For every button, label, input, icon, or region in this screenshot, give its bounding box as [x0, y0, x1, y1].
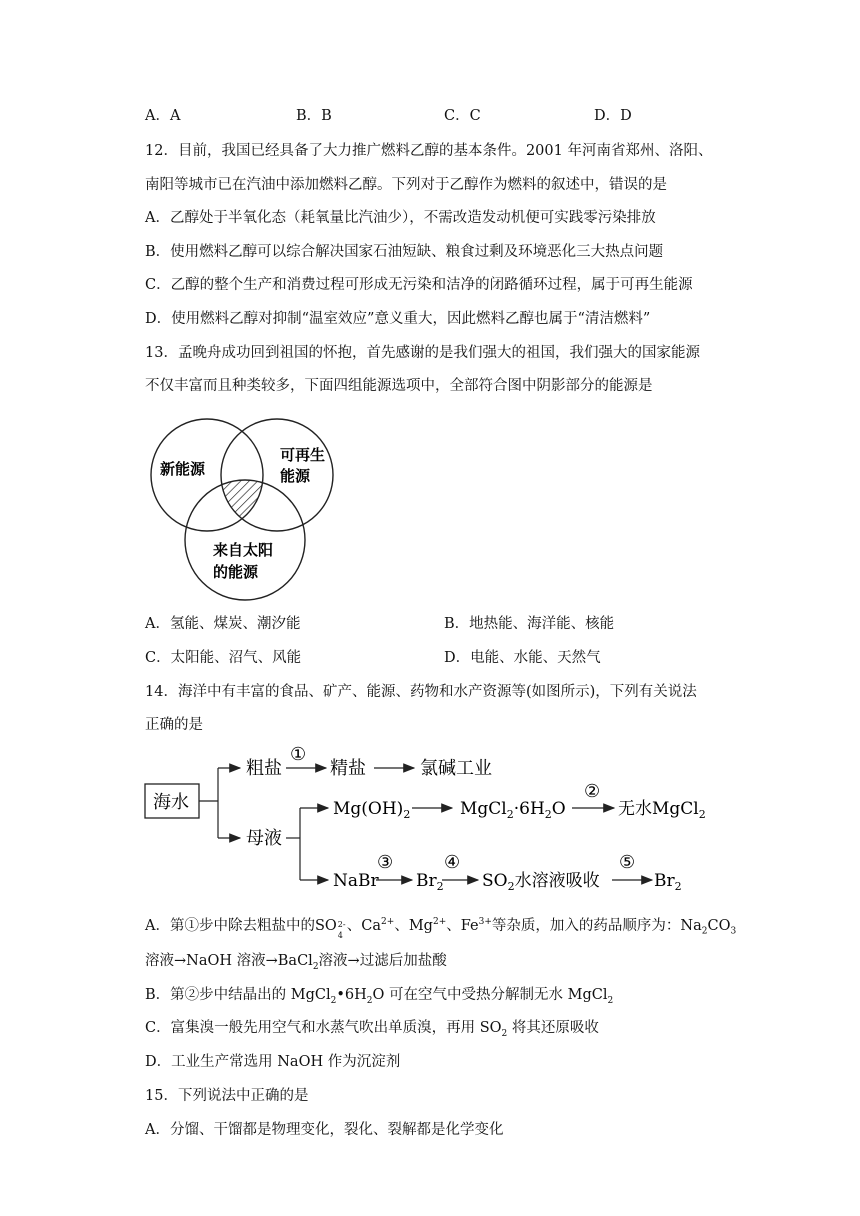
step-1-marker: ①	[290, 744, 307, 765]
q13-option-b: B．地热能、海洋能、核能	[444, 616, 615, 632]
mgoh2-label: $Mg(OH)_2$	[333, 799, 411, 821]
q14-stem-line2: 正确的是	[145, 717, 203, 733]
refined-salt-label: 精盐	[330, 758, 366, 779]
chlor-alkali-label: 氯碱工业	[420, 758, 492, 779]
venn-diagram	[145, 415, 350, 605]
mgcl2-hydrate-label: $MgCl_2\cdot 6H_2O$	[460, 799, 566, 821]
mother-liquor-label: 母液	[246, 828, 282, 849]
q11-option-b: B．B	[296, 108, 332, 124]
step-2-marker: ②	[584, 781, 601, 802]
step-4-marker: ④	[444, 852, 461, 873]
q12-option-c: C．乙醇的整个生产和消费过程可形成无污染和洁净的闭路循环过程，属于可再生能源	[145, 277, 693, 293]
q12-option-b: B．使用燃料乙醇可以综合解决国家石油短缺、粮食过剩及环境恶化三大热点问题	[145, 244, 664, 260]
venn-circle-renewable	[221, 419, 333, 531]
q14-option-c: C．富集溴一般先用空气和水蒸气吹出单质溴，再用 $SO_2$ 将其还原吸收	[145, 1020, 599, 1039]
q12-stem-line1: 12．目前，我国已经具备了大力推广燃料乙醇的基本条件。2001 年河南省郑州、洛阳、	[145, 143, 713, 159]
q11-option-c: C．C	[444, 108, 481, 124]
br2-final-label: $Br_2$	[654, 871, 682, 893]
br2-label: $Br_2$	[416, 871, 444, 893]
step-5-marker: ⑤	[619, 852, 636, 873]
q14-option-a-line2: 溶液→NaOH 溶液→BaCl$_2$溶液→过滤后加盐酸	[145, 953, 447, 972]
q14-stem-line1: 14．海洋中有丰富的食品、矿产、能源、药物和水产资源等(如图所示)，下列有关说法	[145, 684, 697, 700]
q14-option-d: D．工业生产常选用 NaOH 作为沉淀剂	[145, 1054, 401, 1070]
seawater-flow-diagram	[140, 740, 720, 895]
anhydrous-mgcl2-label: 无水MgCl$_2$	[618, 799, 706, 821]
q13-option-a: A．氢能、煤炭、潮汐能	[145, 616, 301, 632]
q15-option-a: A．分馏、干馏都是物理变化，裂化、裂解都是化学变化	[145, 1122, 504, 1138]
q13-option-d: D．电能、水能、天然气	[444, 650, 601, 666]
q12-stem-line2: 南阳等城市已在汽油中添加燃料乙醇。下列对于乙醇作为燃料的叙述中，错误的是	[145, 177, 667, 193]
q13-option-c: C．太阳能、沼气、风能	[145, 650, 302, 666]
q14-option-a-line1: A．第①步中除去粗盐中的SO 2- 4 、$Ca^{2+}$、$Mg^{2+}$、$Fe^{3+}$等杂质，加入的药品顺序为：$Na_2CO_3$	[145, 917, 737, 940]
q12-option-a: A．乙醇处于半氧化态（耗氧量比汽油少），不需改造发动机便可实践零污染排放	[145, 210, 656, 226]
q14-option-b: B．第②步中结晶出的 $MgCl_2•6H_2O$ 可在空气中受热分解制无水 MgCl$_2$	[145, 987, 614, 1006]
q13-stem-line2: 不仅丰富而且种类较多，下面四组能源选项中，全部符合图中阴影部分的能源是	[145, 378, 653, 394]
venn-label-solar-1: 来自太阳	[213, 541, 274, 559]
venn-label-renewable-1: 可再生	[280, 446, 326, 464]
q12-option-d: D．使用燃料乙醇对抑制“温室效应”意义重大，因此燃料乙醇也属于“清洁燃料”	[145, 311, 651, 327]
so2-absorb-label: $SO_2$水溶液吸收	[482, 871, 600, 893]
crude-salt-label: 粗盐	[246, 758, 282, 779]
venn-label-renewable-2: 能源	[280, 467, 311, 485]
venn-label-new-energy: 新能源	[160, 460, 206, 478]
step-3-marker: ③	[377, 852, 394, 873]
q15-stem: 15．下列说法中正确的是	[145, 1088, 309, 1104]
seawater-label: 海水	[153, 792, 189, 813]
nabr-label: NaBr	[333, 871, 379, 891]
q11-option-d: D．D	[594, 108, 632, 124]
q13-stem-line1: 13．孟晚舟成功回到祖国的怀抱，首先感谢的是我们强大的祖国，我们强大的国家能源	[145, 345, 700, 361]
venn-label-solar-2: 的能源	[213, 563, 259, 581]
q11-option-a: A．A	[145, 108, 181, 124]
